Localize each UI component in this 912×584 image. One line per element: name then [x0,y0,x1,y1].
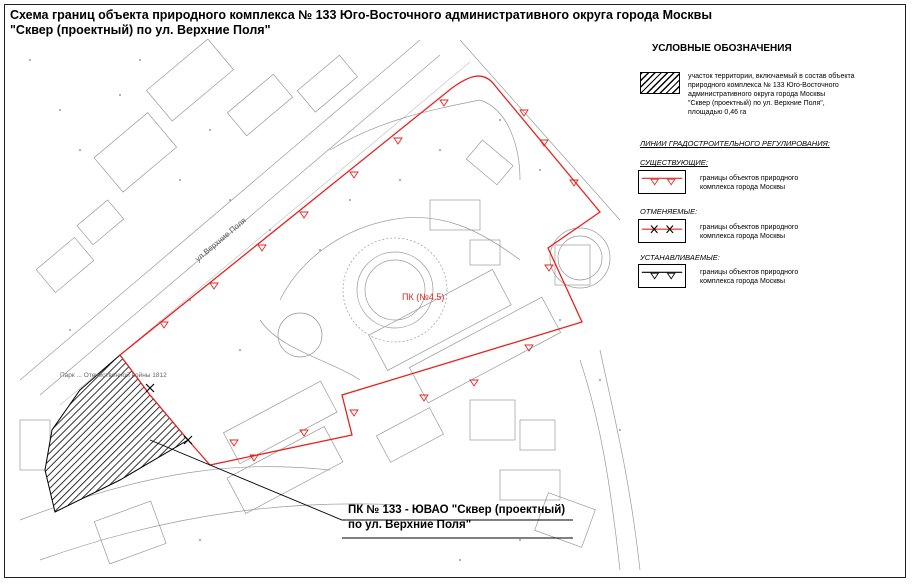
legend-existing-symbol [638,170,686,194]
legend-established-desc [700,268,798,286]
base-map [20,39,640,570]
legend-lines-header: ЛИНИИ ГРАДОСТРОИТЕЛЬНОГО РЕГУЛИРОВАНИЯ: [640,139,830,148]
legend-hatch-desc-4: "Сквер (проектный) по ул. Верхние Поля", [688,100,825,107]
legend-established-header: УСТАНАВЛИВАЕМЫЕ: [640,253,720,262]
legend-cancelled-desc-1: границы объектов природного [700,224,799,231]
title-line-2: "Сквер (проектный) по ул. Верхние Поля" [10,23,271,37]
legend-cancelled-header: ОТМЕНЯЕМЫЕ: [640,207,698,216]
legend-existing-desc-1: границы объектов природного [700,175,799,182]
legend-existing-desc-2: комплекса города Москвы [700,184,786,191]
legend-hatch-desc-3: административного округа города Москвы [688,91,826,98]
legend-hatch-desc-1: участок территории, включаемый в состав объекта [688,73,855,80]
legend-hatch-desc-2: природного комплекса № 133 Юго-Восточного [688,82,839,89]
legend-hatch-desc [688,72,855,117]
park-label: Парк ... Отечественной войны 1812 [60,372,167,379]
title-line-1: Схема границ объекта природного комплекса № 133 Юго-Восточного административного округа города Москвы [10,8,713,22]
legend-cancelled-desc-2: комплекса города Москвы [700,233,786,240]
legend-title: УСЛОВНЫЕ ОБОЗНАЧЕНИЯ [652,43,792,54]
legend-established-desc-1: границы объектов природного [700,269,799,276]
street-label: ул.Верхние Поля [193,215,248,264]
legend-cancelled-symbol [638,219,686,243]
legend-established-desc-2: комплекса города Москвы [700,278,786,285]
legend-existing-header: СУЩЕСТВУЮЩИЕ: [640,158,708,167]
callout-line-2: по ул. Верхние Поля" [348,519,472,531]
legend-cancelled-desc [700,223,798,241]
legend-existing-desc [700,174,798,192]
legend-hatch-desc-5: площадью 0,46 га [688,109,747,116]
callout-label [348,503,565,533]
legend-established-symbol [638,264,686,288]
pk-label: ПК (№4.5) [402,292,445,302]
callout-line-1: ПК № 133 - ЮВАО "Сквер (проектный) [348,504,566,516]
legend-hatch-swatch [640,72,680,94]
